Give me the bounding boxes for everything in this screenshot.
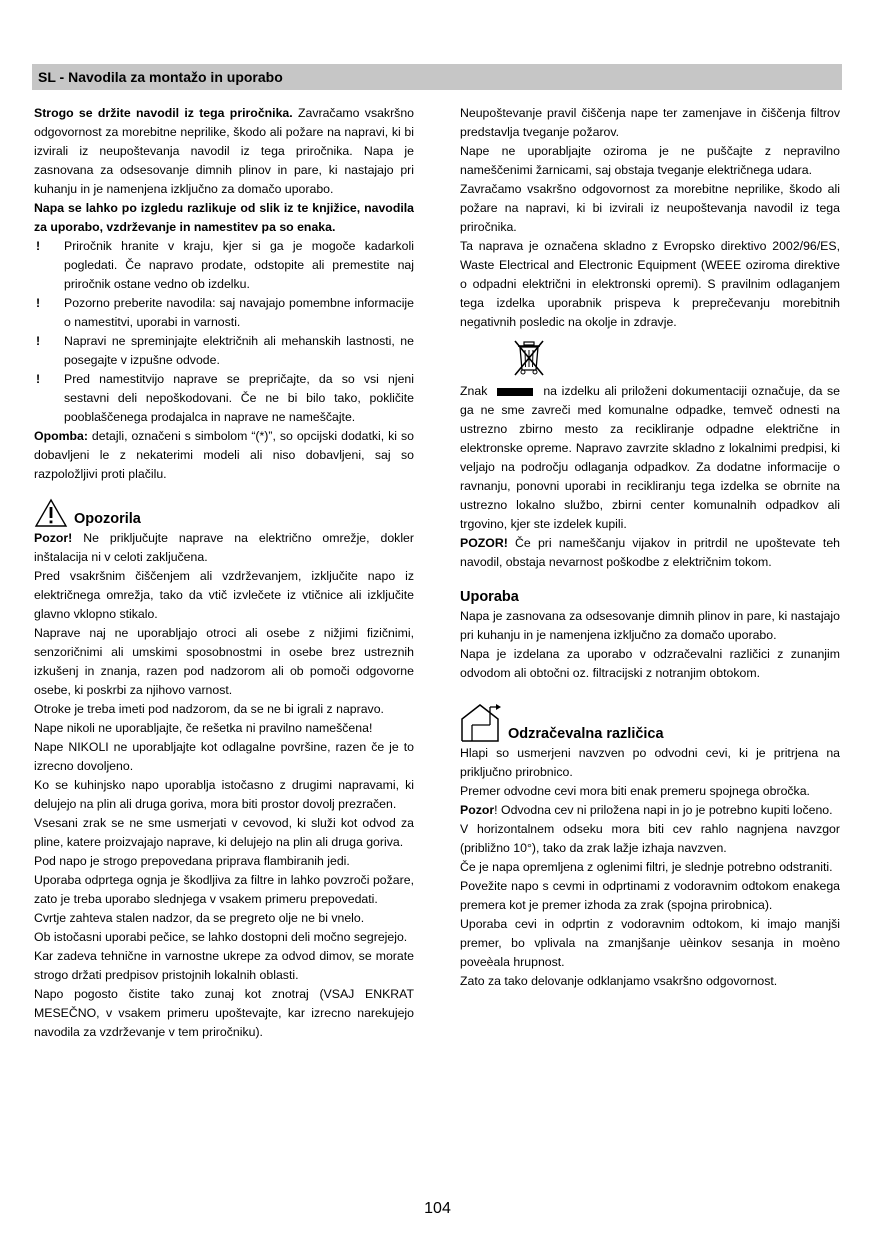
weee-symbol-block xyxy=(460,332,840,382)
remark-bold: Opomba: xyxy=(34,429,88,443)
intro-paragraph xyxy=(34,104,414,199)
disposal-paragraph xyxy=(460,382,840,534)
paragraph: Nape ne uporabljajte oziroma je ne puščajte z nepravilno nameščenimi žarnicami, saj obstaja tveganje električnega udara. xyxy=(460,144,840,177)
warning-paragraph: Nape nikoli ne uporabljajte, če rešetka ni pravilno nameščena! xyxy=(34,721,373,735)
usage-title: Uporaba xyxy=(460,589,519,605)
exclamation-icon: ! xyxy=(36,372,41,386)
house-vent-icon xyxy=(460,699,504,743)
crossed-bin-icon xyxy=(512,338,546,378)
warning-paragraph: Ko se kuhinjsko napo uporablja istočasno z drugimi napravami, ki delujejo na plin ali druga goriva, mora biti prostor dovolj prezračen. xyxy=(34,778,414,811)
right-column xyxy=(460,104,840,991)
warning-paragraph: Napo pogosto čistite tako zunaj kot znotraj (VSAJ ENKRAT MESEČNO, v vsakem primeru upoštevajte, kar izrecno narekujejo navodila za vzdrževanje v tem priročniku). xyxy=(34,987,414,1039)
bullet-text: Pred namestitvijo naprave se prepričajte, da so vsi njeni sestavni deli nepoškodovani. Če ne bi bilo tako, pokličite pooblaščenega prodajalca in naprave ne nameščajte. xyxy=(64,372,414,424)
warning-paragraph: Ob istočasni uporabi pečice, se lahko dostopni deli močno segrejejo. xyxy=(34,930,408,944)
list-item xyxy=(34,332,414,370)
exclamation-icon: ! xyxy=(36,334,41,348)
warning-paragraph: Kar zadeva tehnične in varnostne ukrepe za odvod dimov, se morate strogo držati predpisov pristojnih lokalnih oblasti. xyxy=(34,949,414,982)
bullet-list xyxy=(34,237,414,427)
page-title: SL - Navodila za montažo in uporabo xyxy=(38,69,283,85)
remark-paragraph xyxy=(34,427,414,484)
vent-heading xyxy=(460,699,840,743)
warnings-heading xyxy=(34,498,414,528)
vent-title: Odzračevalna različica xyxy=(508,726,664,742)
list-item xyxy=(34,370,414,427)
intro-text: Zavračamo vsakršno odgovornost za morebitne neprilike, škodo ali požare na napravi, ki bi izvirali iz neupoštevanja navodil iz tega priročnika. Napa je zasnovana za odsesovanje dimnih plinov in pare, ki nastajajo pri kuhanju in je namenjena izključno za domačo uporabo. xyxy=(34,106,415,196)
warning-paragraph: Uporaba odprtega ognja je škodljiva za filtre in lahko povzroči požare, zato je treba uporabo slednjega v vsakem primeru prepovedati. xyxy=(34,873,414,906)
exclamation-icon: ! xyxy=(36,239,41,253)
warning-paragraph: Vsesani zrak se ne sme usmerjati v cevovod, ki služi kot odvod za pline, katere proizvajajo naprave, ki delujejo na plin ali druga goriva. xyxy=(34,816,414,849)
usage-paragraph: Napa je izdelana za uporabo v odzračevalni različici z zunanjim odvodom ali obtočni oz. filtracijski z notranjim obtokom. xyxy=(460,647,840,680)
warning-paragraph: Pod napo je strogo prepovedana priprava flambiranih jedi. xyxy=(34,854,350,868)
paragraph: Zavračamo vsakršno odgovornost za morebitne neprilike, škodo ali požare na napravi, ki bi izvirali iz neupoštevanja navodil iz tega priročnika. xyxy=(460,182,840,234)
warning-paragraph: Naprave naj ne uporabljajo otroci ali osebe z nižjimi fizičnimi, senzoričnimi ali umskimi sposobnostmi in osebe brez ustreznih izkušenj in znanja, razen pod nadzorom ali ob pomoči odgovorne osebe, ki poskrbi za njihovo varnost. xyxy=(34,626,414,697)
left-column xyxy=(34,104,414,1042)
appearance-note-text: Napa se lahko po izgledu razlikuje od slik iz te knjižice, navodila za uporabo, vzdrževanje in namestitev pa so enaka. xyxy=(34,201,414,234)
pozor-paragraph xyxy=(460,534,840,572)
intro-bold: Strogo se držite navodil iz tega priročnika. xyxy=(34,106,293,120)
vent-pozor-text: ! Odvodna cev ni priložena napi in jo je potrebno kupiti ločeno. xyxy=(494,803,833,817)
disposal-text: na izdelku ali priloženi dokumentaciji označuje, da se ga ne sme zavreči med komunalne odpadke, temveč odnesti na ustrezno zbirno mesto za recikliranje odpadne električne in elektronske opreme. Napravo zavrzite skladno z lokalnimi predpisi, ki veljajo na področju odlaganja odpadkov. Za dodatne informacije o ravnanju, ponovni uporabi in recikliranju tega izdelka se obrnite na ustrezno lokalno službo, zbirni center komunalnih odpadkov ali trgovino, kjer ste izdelek kupili. xyxy=(460,384,840,531)
vent-paragraph: Zato za tako delovanje odklanjamo vsakršno odgovornost. xyxy=(460,974,778,988)
pozor-text: Če pri nameščanju vijakov in pritrdil ne upoštevate teh navodil, obstaja nevarnost poškodbe z električnim tokom. xyxy=(460,536,840,569)
warning-paragraph: Nape NIKOLI ne uporabljajte kot odlagalne površine, razen če je to izrecno dovoljeno. xyxy=(34,740,414,773)
vent-paragraph: Hlapi so usmerjeni navzven po odvodni cevi, ki je pritrjena na priključno prirobnico. xyxy=(460,746,840,779)
vent-paragraph: Če je napa opremljena z oglenimi filtri, je slednje potrebno odstraniti. xyxy=(460,860,833,874)
header-bar xyxy=(32,64,842,90)
vent-paragraph: V horizontalnem odseku mora biti cev rahlo nagnjena navzgor (približno 10°), tako da zrak lažje izhaja navzven. xyxy=(460,822,840,855)
black-bar-icon xyxy=(497,388,533,396)
warning-bold: Pozor! xyxy=(34,531,73,545)
warning-intro xyxy=(34,529,414,567)
appearance-note xyxy=(34,199,414,237)
znak-word: Znak xyxy=(460,384,488,398)
warning-paragraph: Cvrtje zahteva stalen nadzor, da se pregreto olje ne bi vnelo. xyxy=(34,911,365,925)
warning-intro-text: Ne priključujte naprave na električno omrežje, dokler inštalacija ni v celoti zaključena. xyxy=(34,531,414,564)
usage-paragraph: Napa je zasnovana za odsesovanje dimnih plinov in pare, ki nastajajo pri kuhanju in je namenjena izključno za domačo uporabo. xyxy=(460,609,840,642)
bullet-text: Priročnik hranite v kraju, kjer si ga je mogoče kadarkoli pogledati. Če napravo prodate, odstopite ali premestite naj priročnik ostane vedno ob izdelku. xyxy=(64,239,414,291)
pozor-bold: POZOR! xyxy=(460,536,508,550)
vent-pozor-paragraph xyxy=(460,801,840,820)
vent-pozor-bold: Pozor xyxy=(460,803,495,817)
warning-paragraph: Otroke je treba imeti pod nadzorom, da se ne bi igrali z napravo. xyxy=(34,702,384,716)
remark-text: detajli, označeni s simbolom “(*)”, so opcijski dodatki, ki so dobavljeni le z nekaterimi modeli ali niso dobavljeni, saj so razpoložljivi proti plačilu. xyxy=(34,429,414,481)
list-item xyxy=(34,294,414,332)
vent-paragraph: Uporaba cevi in odprtin z vodoravnim odtokom, ki imajo manjši premer, bo vplivala na zmanjšanje uèinkov sesanja in moèno poveèala hrupnost. xyxy=(460,917,840,969)
warning-paragraph: Pred vsakršnim čiščenjem ali vzdrževanjem, izključite napo iz električnega omrežja, tako da vtič izvlečete iz vtičnice ali izključite glavno vklopno stikalo. xyxy=(34,569,414,621)
page-number: 104 xyxy=(424,1200,451,1217)
vent-paragraph: Povežite napo s cevmi in odprtinami z vodoravnim odtokom enakega premera kot je premer izhoda za zrak (spojna prirobnica). xyxy=(460,879,840,912)
bullet-text: Napravi ne spreminjajte električnih ali mehanskih lastnosti, ne posegajte v izpušne odvode. xyxy=(64,334,414,367)
paragraph: Neupoštevanje pravil čiščenja nape ter zamenjave in čiščenja filtrov predstavlja tveganje požarov. xyxy=(460,106,840,139)
bullet-text: Pozorno preberite navodila: saj navajajo pomembne informacije o namestitvi, uporabi in varnosti. xyxy=(64,296,414,329)
vent-paragraph: Premer odvodne cevi mora biti enak premeru spojnega obročka. xyxy=(460,784,810,798)
paragraph: Ta naprava je označena skladno z Evropsko direktivo 2002/96/ES, Waste Electrical and Electronic Equipment (WEEE oziroma direktive o odpadni električni in elektronski opremi). S pravilnim odlaganjem tega izdelka uporabnik prispeva k preprečevanju morebitnih negativnih posledic na okolje in zdravje. xyxy=(460,239,840,329)
warnings-title: Opozorila xyxy=(74,511,141,527)
list-item xyxy=(34,237,414,294)
warning-triangle-icon xyxy=(34,498,68,528)
exclamation-icon: ! xyxy=(36,296,41,310)
